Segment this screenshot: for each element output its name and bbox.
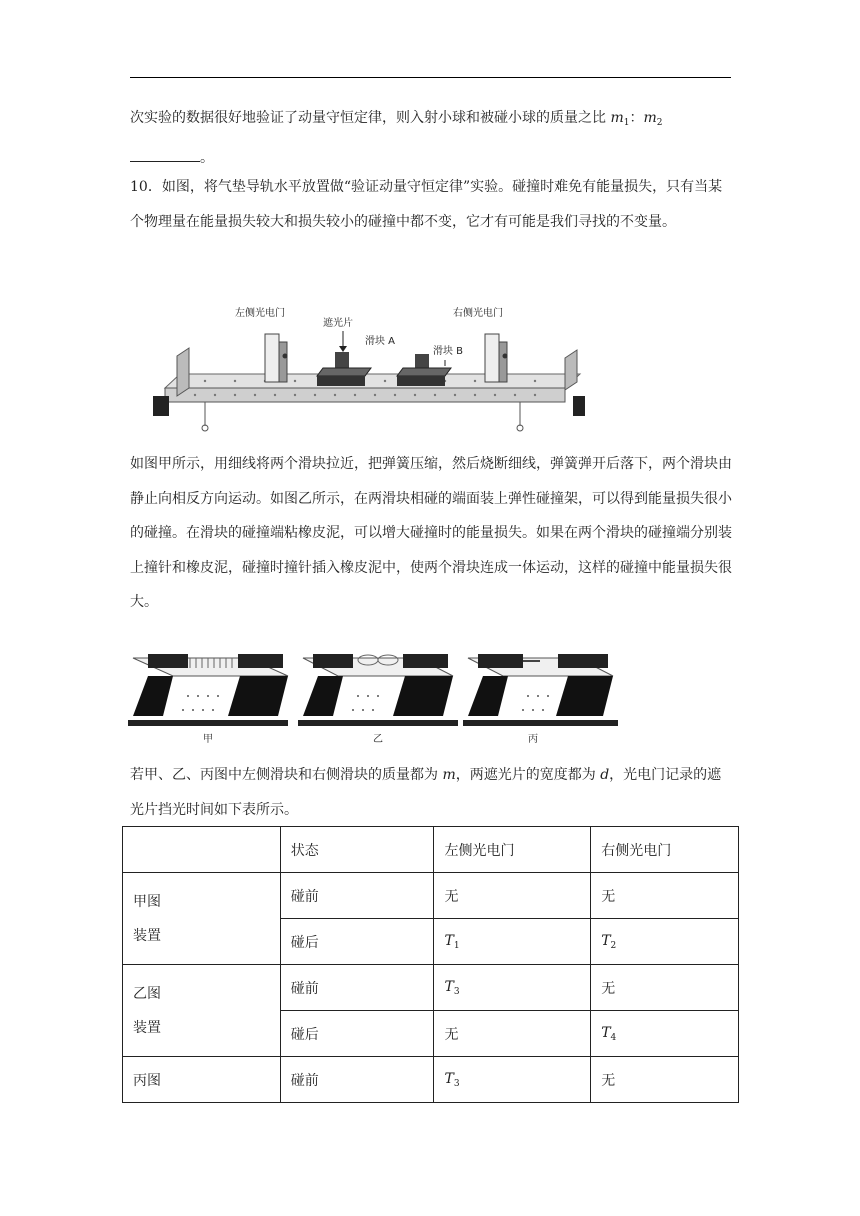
- cell-right: 无: [591, 965, 739, 1011]
- cell-state: 碰前: [280, 873, 434, 919]
- header-left-gate: 左侧光电门: [434, 827, 591, 873]
- sub-m2: 2: [656, 118, 663, 128]
- table-row: [123, 1057, 739, 1103]
- header-empty: [123, 827, 281, 873]
- q10-text: ．如图，将气垫导轨水平放置做“验证动量守恒定律”实验。碰撞时难免有能量损失，只有当某个物理量在能量损失较大和损失较小的碰撞中都不变，它才有可能是我们寻找的不变量。: [130, 179, 723, 230]
- label-slider-b: 滑块 B: [433, 346, 464, 357]
- q9-text: 次实验的数据很好地验证了动量守恒定律，则入射小球和被碰小球的质量之比: [130, 110, 611, 126]
- var-m: m: [442, 767, 456, 783]
- question-10-intro: [130, 170, 732, 239]
- group-jia: [123, 873, 281, 965]
- label-left-gate: 左侧光电门: [235, 308, 285, 319]
- var-t: T: [601, 932, 611, 949]
- cell-right: 无: [591, 873, 739, 919]
- results-table: [122, 826, 739, 1103]
- var-t: T: [444, 932, 454, 949]
- cell-left: [434, 1057, 591, 1103]
- cell-right: 无: [591, 1057, 739, 1103]
- period: 。: [200, 149, 214, 166]
- var-t: T: [601, 1024, 611, 1041]
- caption-jia: 甲: [203, 734, 213, 745]
- label-shade: 遮光片: [323, 318, 353, 329]
- group-jia-line2: 装置: [133, 927, 161, 944]
- cell-right: [591, 1011, 739, 1057]
- group-yi-line1: 乙图: [133, 985, 161, 1002]
- question-9-tail: [130, 101, 732, 175]
- intro-text-b: ，两遮光片的宽度都为: [455, 767, 601, 783]
- sub-t: 3: [453, 986, 460, 997]
- intro-text-a: 若甲、乙、丙图中左侧滑块和右侧滑块的质量都为: [130, 767, 443, 783]
- cell-left: [434, 965, 591, 1011]
- label-slider-a: 滑块 A: [365, 336, 396, 347]
- label-right-gate: 右侧光电门: [453, 308, 503, 319]
- panel-jia: [128, 654, 288, 745]
- header-state: 状态: [280, 827, 434, 873]
- sub-t: 1: [453, 940, 460, 951]
- var-d: d: [600, 767, 610, 783]
- table-row: [123, 965, 739, 1011]
- header-rule: [130, 77, 731, 78]
- var-t: T: [444, 1070, 454, 1087]
- sub-t: 2: [610, 940, 617, 951]
- panel-yi: [298, 654, 458, 745]
- var-m1: m: [610, 110, 624, 126]
- collision-setups-figure: [128, 646, 618, 750]
- var-t: T: [444, 978, 454, 995]
- panel-bing: [463, 654, 618, 745]
- paragraph-experiment-description: [130, 447, 732, 620]
- table-row: [123, 873, 739, 919]
- cell-left: 无: [434, 1011, 591, 1057]
- group-jia-line1: 甲图: [133, 893, 161, 910]
- group-yi-line2: 装置: [133, 1019, 161, 1036]
- sub-t: 3: [453, 1078, 460, 1089]
- group-yi: [123, 965, 281, 1057]
- cell-state: 碰后: [280, 919, 434, 965]
- cell-left: [434, 919, 591, 965]
- cell-right: [591, 919, 739, 965]
- group-bing: 丙图: [123, 1057, 281, 1103]
- cell-state: 碰后: [280, 1011, 434, 1057]
- caption-bing: 丙: [528, 734, 538, 745]
- colon: ：: [629, 110, 644, 126]
- sub-m1: 1: [623, 118, 630, 128]
- header-right-gate: 右侧光电门: [591, 827, 739, 873]
- var-m2: m: [643, 110, 657, 126]
- cell-left: 无: [434, 873, 591, 919]
- paragraph-table-intro: [130, 758, 732, 827]
- intro-text-c: ，光电门记录的遮光片挡光时间如下表所示。: [130, 767, 722, 818]
- cell-state: 碰前: [280, 1057, 434, 1103]
- sub-t: 4: [610, 1032, 617, 1043]
- caption-yi: 乙: [373, 734, 383, 745]
- cell-state: 碰前: [280, 965, 434, 1011]
- answer-blank[interactable]: [130, 147, 200, 162]
- air-track-figure: [145, 296, 585, 442]
- question-number: 10: [130, 179, 148, 195]
- table-header-row: [123, 827, 739, 873]
- description-text: 如图甲所示，用细线将两个滑块拉近，把弹簧压缩，然后烧断细线，弹簧弹开后落下，两个滑块由静止向相反方向运动。如图乙所示，在两滑块相碰的端面装上弹性碰撞架，可以得到能量损失很小的碰撞。在滑块的碰撞端粘橡皮泥，可以增大碰撞时的能量损失。如果在两个滑块的碰撞端分别装上撞针和橡皮泥，碰撞时撞针插入橡皮泥中，使两个滑块连成一体运动，这样的碰撞中能量损失很大。: [130, 456, 732, 610]
